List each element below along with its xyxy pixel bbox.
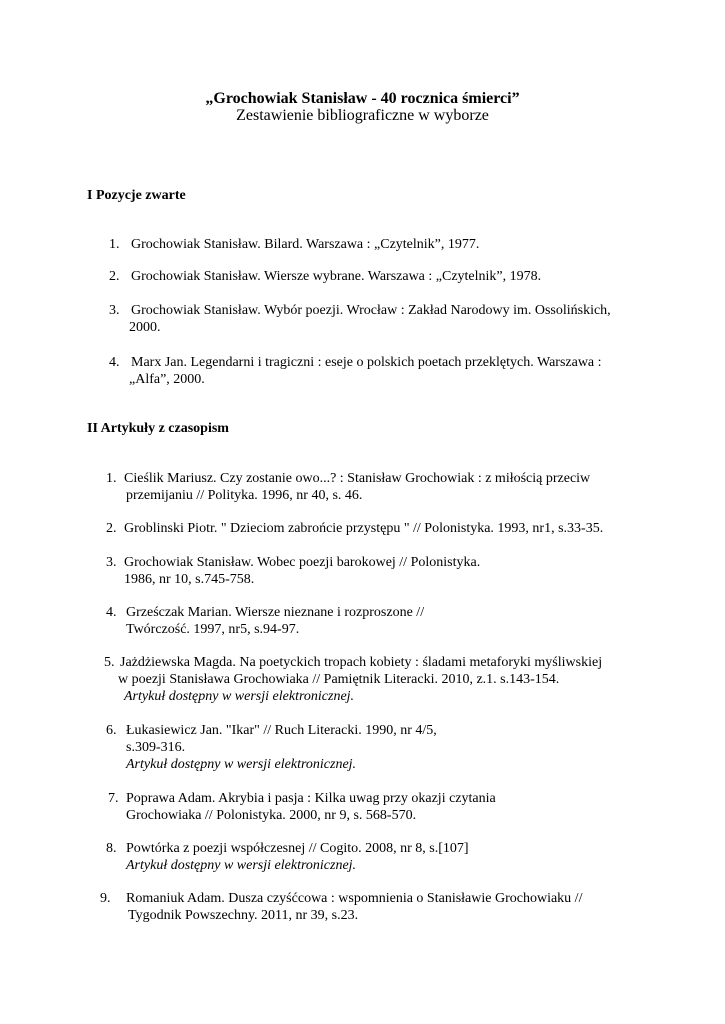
list-item-text: s.309-316. (126, 740, 186, 755)
list-item-number: 4. (106, 605, 117, 620)
list-item-number: 6. (106, 723, 117, 738)
list-item-text: 2000. (129, 320, 161, 335)
list-item-text: Poprawa Adam. Akrybia i pasja : Kilka uwag przy okazji czytania (126, 791, 496, 806)
list-item-text: Grochowiak Stanisław. Bilard. Warszawa : „Czytelnik”, 1977. (131, 237, 480, 252)
list-item-number: 8. (106, 841, 117, 856)
list-item-text: „Alfa”, 2000. (129, 372, 205, 387)
list-item-text: Jażdżiewska Magda. Na poetyckich tropach kobiety : śladami metaforyki myśliwskiej (120, 655, 603, 670)
list-item-text: Łukasiewicz Jan. "Ikar" // Ruch Literacki. 1990, nr 4/5, (126, 723, 437, 738)
section-heading-books: I Pozycje zwarte (87, 188, 186, 203)
list-item-text: Grochowiaka // Polonistyka. 2000, nr 9, s. 568-570. (126, 808, 417, 823)
list-item-text: Cieślik Mariusz. Czy zostanie owo...? : Stanisław Grochowiak : z miłością przeciw (124, 471, 591, 486)
list-item-number: 5. (104, 655, 115, 670)
list-item-number: 7. (108, 791, 119, 806)
list-item-text: Marx Jan. Legendarni i tragiczni : eseje o polskich poetach przeklętych. Warszawa : (131, 355, 602, 370)
list-item-text: przemijaniu // Polityka. 1996, nr 40, s. 46. (126, 488, 363, 503)
document-title: „Grochowiak Stanisław - 40 rocznica śmierci” (205, 90, 520, 107)
list-item-text: 1986, nr 10, s.745-758. (124, 572, 255, 587)
list-item-text: Grześczak Marian. Wiersze nieznane i rozproszone // (126, 605, 425, 620)
availability-note: Artykuł dostępny w wersji elektronicznej. (126, 858, 357, 873)
list-item-text: Grochowiak Stanisław. Wybór poezji. Wrocław : Zakład Narodowy im. Ossolińskich, (131, 303, 611, 318)
list-item-number: 2. (106, 521, 117, 536)
list-item-text: Romaniuk Adam. Dusza czyśćcowa : wspomnienia o Stanisławie Grochowiaku // (126, 891, 583, 906)
list-item-text: Grochowiak Stanisław. Wiersze wybrane. Warszawa : „Czytelnik”, 1978. (131, 269, 542, 284)
list-item-number: 3. (109, 303, 120, 318)
availability-note: Artykuł dostępny w wersji elektronicznej. (126, 757, 357, 772)
document-subtitle: Zestawienie bibliograficzne w wyborze (236, 107, 489, 124)
list-item-number: 2. (109, 269, 120, 284)
list-item-text: w poezji Stanisława Grochowiaka // Pamiętnik Literacki. 2010, z.1. s.143-154. (118, 672, 560, 687)
list-item-text: Grochowiak Stanisław. Wobec poezji barokowej // Polonistyka. (124, 555, 481, 570)
list-item-text: Groblinski Piotr. " Dzieciom zabrońcie przystępu " // Polonistyka. 1993, nr1, s.33-35. (124, 521, 604, 536)
list-item-number: 9. (100, 891, 111, 906)
section-heading-articles: II Artykuły z czasopism (87, 421, 229, 436)
list-item-text: Tygodnik Powszechny. 2011, nr 39, s.23. (128, 908, 359, 923)
list-item-text: Twórczość. 1997, nr5, s.94-97. (126, 622, 300, 637)
list-item-number: 1. (109, 237, 120, 252)
list-item-number: 4. (109, 355, 120, 370)
availability-note: Artykuł dostępny w wersji elektronicznej. (124, 689, 355, 704)
list-item-number: 1. (106, 471, 117, 486)
list-item-number: 3. (106, 555, 117, 570)
list-item-text: Powtórka z poezji współczesnej // Cogito. 2008, nr 8, s.[107] (126, 841, 469, 856)
